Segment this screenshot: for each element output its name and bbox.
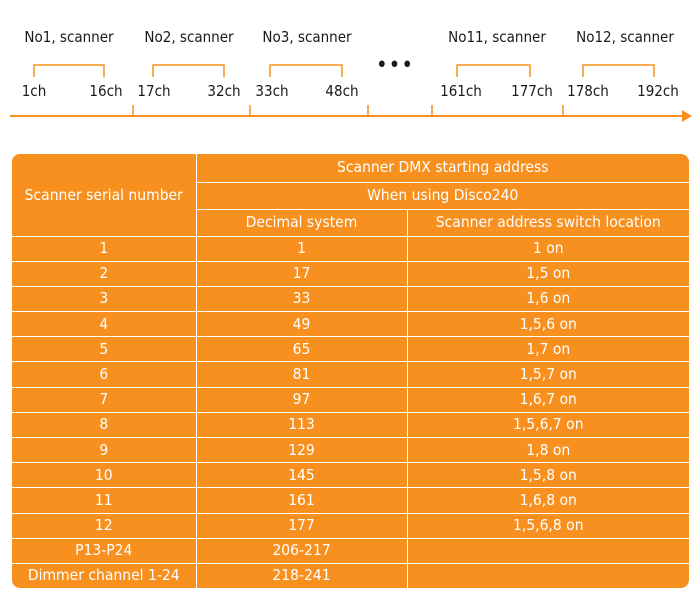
- scanner-label: No11, scanner: [448, 28, 546, 46]
- cell-decimal: 97: [196, 387, 407, 412]
- cell-switch: 1,5 on: [407, 261, 689, 286]
- cell-decimal: 218-241: [196, 563, 407, 588]
- table-row: [12, 261, 689, 286]
- channel-end-label: 177ch: [511, 82, 553, 100]
- scanner-bracket: [34, 65, 104, 77]
- header-dmx-start: Scanner DMX starting address: [196, 154, 689, 182]
- cell-serial: 7: [12, 387, 196, 412]
- cell-decimal: 1: [196, 236, 407, 261]
- cell-switch: 1,8 on: [407, 438, 689, 463]
- channel-end-label: 16ch: [89, 82, 123, 100]
- cell-switch: 1,5,6,7 on: [407, 412, 689, 437]
- cell-decimal: 81: [196, 362, 407, 387]
- cell-switch: 1,5,7 on: [407, 362, 689, 387]
- channel-start-label: 33ch: [255, 82, 289, 100]
- cell-switch: 1,7 on: [407, 337, 689, 362]
- channel-start-label: 1ch: [21, 82, 47, 100]
- channel-start-label: 178ch: [567, 82, 609, 100]
- scanner-bracket: [153, 65, 224, 77]
- cell-switch: [407, 563, 689, 588]
- cell-serial: P13-P24: [12, 538, 196, 563]
- scanner-bracket: [583, 65, 654, 77]
- table-row: [12, 538, 689, 563]
- cell-switch: 1,6 on: [407, 286, 689, 311]
- channel-start-label: 161ch: [440, 82, 482, 100]
- table-row: [12, 412, 689, 437]
- cell-serial: 12: [12, 513, 196, 538]
- header-decimal-system: Decimal system: [196, 209, 407, 236]
- table-row: [12, 236, 689, 261]
- dmx-address-table-container: [12, 154, 689, 588]
- cell-serial: 1: [12, 236, 196, 261]
- table-row: [12, 563, 689, 588]
- cell-serial: 9: [12, 438, 196, 463]
- table-row: [12, 488, 689, 513]
- header-when-using: When using Disco240: [196, 182, 689, 209]
- table-row: [12, 513, 689, 538]
- cell-decimal: 17: [196, 261, 407, 286]
- table-row: [12, 438, 689, 463]
- channel-end-label: 32ch: [207, 82, 241, 100]
- table-row: [12, 286, 689, 311]
- scanner-label: No2, scanner: [144, 28, 234, 46]
- cell-decimal: 206-217: [196, 538, 407, 563]
- cell-switch: 1 on: [407, 236, 689, 261]
- scanner-label: No12, scanner: [576, 28, 674, 46]
- channel-diagram: [0, 0, 700, 130]
- cell-serial: 2: [12, 261, 196, 286]
- dmx-address-table: [12, 154, 689, 588]
- scanner-bracket: [457, 65, 530, 77]
- cell-serial: Dimmer channel 1-24: [12, 563, 196, 588]
- cell-decimal: 33: [196, 286, 407, 311]
- cell-switch: 1,5,6,8 on: [407, 513, 689, 538]
- table-row: [12, 387, 689, 412]
- cell-decimal: 129: [196, 438, 407, 463]
- cell-serial: 10: [12, 463, 196, 488]
- cell-serial: 8: [12, 412, 196, 437]
- channel-end-label: 192ch: [637, 82, 679, 100]
- cell-switch: 1,5,8 on: [407, 463, 689, 488]
- channel-end-label: 48ch: [325, 82, 359, 100]
- cell-switch: 1,6,7 on: [407, 387, 689, 412]
- scanner-bracket: [270, 65, 342, 77]
- cell-serial: 4: [12, 312, 196, 337]
- channel-start-label: 17ch: [137, 82, 171, 100]
- header-switch-location: Scanner address switch location: [407, 209, 689, 236]
- header-serial-number: Scanner serial number: [12, 154, 196, 236]
- cell-switch: 1,6,8 on: [407, 488, 689, 513]
- cell-decimal: 161: [196, 488, 407, 513]
- timeline-arrow-icon: [682, 110, 692, 122]
- cell-decimal: 49: [196, 312, 407, 337]
- table-row: [12, 463, 689, 488]
- scanner-label: No1, scanner: [24, 28, 114, 46]
- cell-decimal: 113: [196, 412, 407, 437]
- cell-switch: 1,5,6 on: [407, 312, 689, 337]
- ellipsis-dots: •••: [375, 53, 415, 78]
- cell-serial: 5: [12, 337, 196, 362]
- cell-decimal: 145: [196, 463, 407, 488]
- cell-serial: 11: [12, 488, 196, 513]
- table-row: [12, 362, 689, 387]
- cell-decimal: 177: [196, 513, 407, 538]
- cell-decimal: 65: [196, 337, 407, 362]
- cell-serial: 3: [12, 286, 196, 311]
- table-row: [12, 337, 689, 362]
- cell-switch: [407, 538, 689, 563]
- table-row: [12, 312, 689, 337]
- scanner-label: No3, scanner: [262, 28, 352, 46]
- cell-serial: 6: [12, 362, 196, 387]
